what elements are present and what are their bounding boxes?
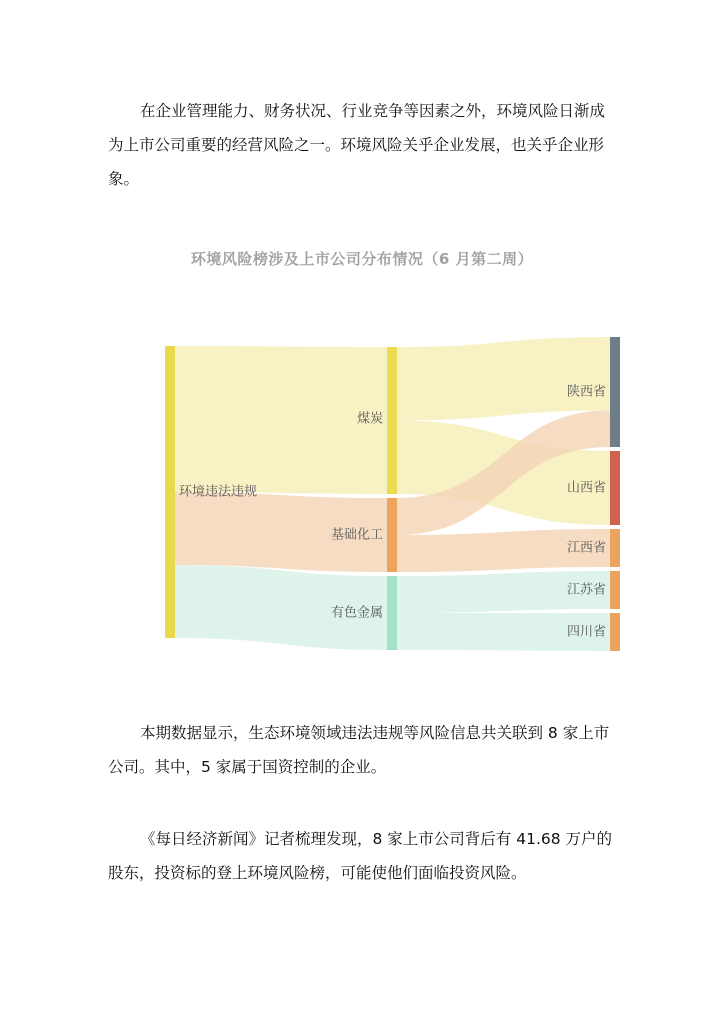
sankey-label-shaanxi: 陕西省 [566,384,606,400]
sankey-label-shanxi: 山西省 [566,480,606,496]
sankey-label-coal: 煤炭 [356,411,383,427]
sankey-label-violation: 环境违法违规 [179,484,258,500]
sankey-node-coal [387,347,397,494]
sankey-node-shanxi [610,451,620,525]
sankey-node-chem [387,498,397,572]
sankey-label-jiangxi: 江西省 [566,540,606,556]
sankey-node-jiangsu [610,571,620,609]
intro-paragraph: 在企业管理能力、财务状况、行业竞争等因素之外，环境风险日渐成为上市公司重要的经营风险之一。环境风险关乎企业发展，也关乎企业形象。 [108,102,606,188]
sankey-label-chem: 基础化工 [330,527,383,543]
sankey-node-metal [387,576,397,650]
sankey-node-violation [165,346,175,638]
sankey-label-sichuan: 四川省 [566,624,606,640]
shareholder-paragraph: 《每日经济新闻》记者梳理发现，8 家上市公司背后有 41.68 万户的股东，投资标的登上环境风险榜，可能使他们面临投资风险。 [108,830,613,882]
data-summary-paragraph: 本期数据显示，生态环境领域违法违规等风险信息共关联到 8 家上市公司。其中，5 家属于国资控制的企业。 [108,724,610,776]
sankey-label-jiangsu: 江苏省 [566,582,606,598]
sankey-chart [0,320,724,660]
sankey-node-shaanxi [610,337,620,447]
sankey-node-jiangxi [610,529,620,567]
sankey-label-metal: 有色金属 [330,605,383,621]
chart-title: 环境风险榜涉及上市公司分布情况（6 月第二周） [190,250,534,268]
sankey-node-sichuan [610,613,620,651]
sankey-link-coal-shaanxi [397,337,610,421]
sankey-link-violation-coal [175,346,387,494]
